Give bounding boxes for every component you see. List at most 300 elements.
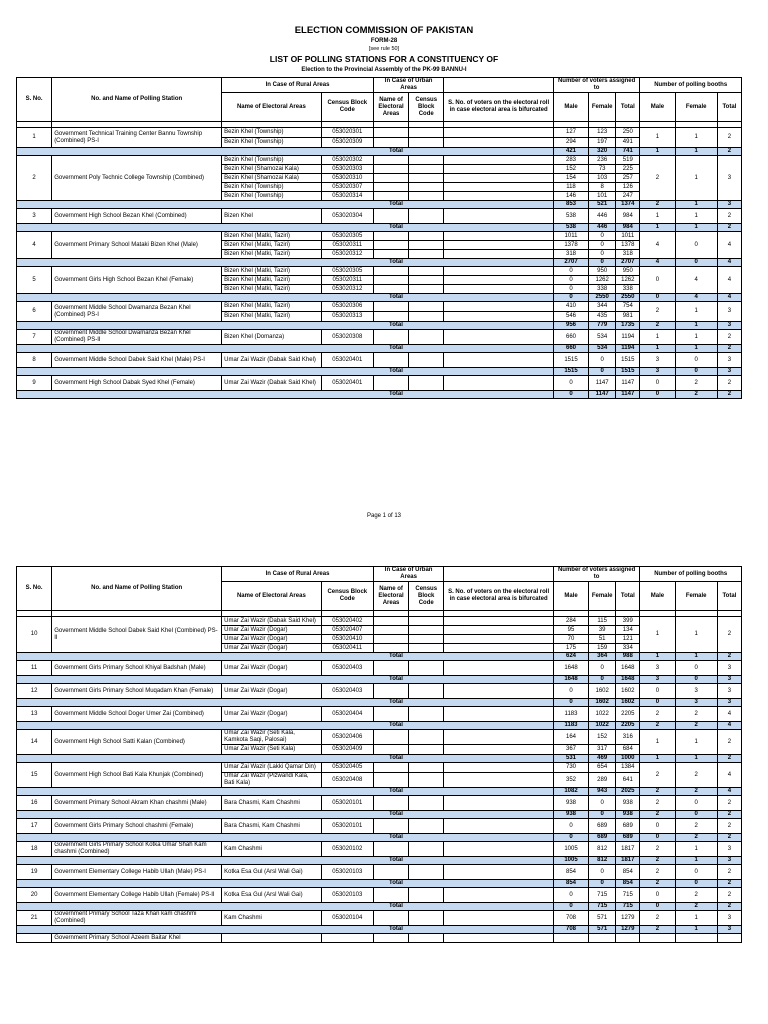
- total-male-voters: 854: [553, 880, 588, 888]
- urban-census-code: [409, 635, 444, 644]
- table-header: [17, 78, 742, 128]
- total-booths-sum: 2: [717, 880, 741, 888]
- urban-electoral-area: [373, 128, 408, 138]
- urban-electoral-area: [373, 865, 408, 880]
- female-voters: 654: [589, 763, 616, 773]
- total-booths-sum: 2: [717, 811, 741, 819]
- urban-census-code: [409, 773, 444, 788]
- total-booths: 2: [717, 617, 741, 653]
- urban-census-code: [409, 241, 444, 250]
- female-booths: 1: [675, 302, 717, 322]
- census-block-code: 053020314: [321, 192, 373, 201]
- table-body: [17, 128, 742, 399]
- total-female-voters: 0: [589, 368, 616, 376]
- male-booths: 1: [640, 128, 675, 148]
- bifurcated-serials: [444, 796, 554, 811]
- census-block-code: 053020404: [321, 707, 373, 722]
- total-booths: 3: [717, 302, 741, 322]
- total-voters-sum: 2025: [616, 788, 640, 796]
- female-booths: 2: [675, 707, 717, 722]
- urban-electoral-area: [373, 232, 408, 241]
- total-row: [17, 676, 742, 684]
- serial-number: 15: [17, 763, 52, 788]
- census-block-code: 053020309: [321, 138, 373, 148]
- total-female-booths: 2: [675, 788, 717, 796]
- total-voters-sum: 1147: [616, 391, 640, 399]
- total-female-booths: 0: [675, 880, 717, 888]
- serial-number: 19: [17, 865, 52, 880]
- urban-electoral-area: [373, 174, 408, 183]
- male-booths: 1: [640, 617, 675, 653]
- bifurcated-serials: [444, 156, 554, 165]
- total-male-voters: 0: [553, 834, 588, 842]
- female-voters: 51: [589, 635, 616, 644]
- census-block-code: 053020312: [321, 285, 373, 294]
- female-voters: 0: [589, 865, 616, 880]
- urban-census-code: [409, 232, 444, 241]
- polling-station-name: Government Middle School Dabek Said Khel (Male) PS-I: [52, 353, 222, 368]
- total-voters-sum: 1735: [616, 322, 640, 330]
- total-voters-sum: 2550: [616, 294, 640, 302]
- total-female-voters: 1022: [589, 722, 616, 730]
- electoral-area: Umar Zai Wazir (Dogar): [222, 684, 322, 699]
- polling-station-name: Government High School Bati Kala Khunjak (Combined): [52, 763, 222, 788]
- total-row: [17, 903, 742, 911]
- urban-electoral-area: [373, 250, 408, 259]
- total-voters-sum: 1279: [616, 926, 640, 934]
- electoral-area: Umar Zai Wazir (Dogar): [222, 707, 322, 722]
- male-voters: 1183: [553, 707, 588, 722]
- total-female-voters: 534: [589, 345, 616, 353]
- female-voters: 152: [589, 730, 616, 745]
- total-booths-sum: 2: [717, 345, 741, 353]
- female-voters: 236: [589, 156, 616, 165]
- total-female-voters: 812: [589, 857, 616, 865]
- total-row: [17, 722, 742, 730]
- total-male-voters: 421: [553, 148, 588, 156]
- polling-station-name: Government Girls Primary School chashmi (Female): [52, 819, 222, 834]
- total-voters: 250: [616, 128, 640, 138]
- total-voters: 247: [616, 192, 640, 201]
- urban-electoral-area: [373, 842, 408, 857]
- urban-census-code: [409, 796, 444, 811]
- serial-number: 13: [17, 707, 52, 722]
- bifurcated-serials: [444, 763, 554, 773]
- urban-electoral-area: [373, 911, 408, 926]
- total-booths-sum: 3: [717, 926, 741, 934]
- urban-electoral-area: [373, 376, 408, 391]
- total-label: Total: [17, 857, 554, 865]
- census-block-code: 053020401: [321, 376, 373, 391]
- total-male-booths: 0: [640, 391, 675, 399]
- bifurcated-serials: [444, 842, 554, 857]
- electoral-area: Umar Zai Wazir (Pizwandi Kala, Bati Kala): [222, 773, 322, 788]
- female-voters: 1147: [589, 376, 616, 391]
- serial-number: 21: [17, 911, 52, 926]
- urban-census-code: [409, 285, 444, 294]
- electoral-area: Bizen Khel (Matki, Taziri): [222, 302, 322, 312]
- census-block-code: 053020304: [321, 209, 373, 224]
- serial-number: 16: [17, 796, 52, 811]
- urban-electoral-area: [373, 285, 408, 294]
- census-block-code: 053020311: [321, 241, 373, 250]
- total-booths-sum: 2: [717, 224, 741, 232]
- header-polling-station: No. and Name of Polling Station: [52, 78, 222, 122]
- urban-electoral-area: [373, 684, 408, 699]
- urban-electoral-area: [373, 276, 408, 285]
- polling-station-name: Government Middle School Dwamanza Bezan Khel (Combined) PS-II: [52, 330, 222, 345]
- table-row: [17, 302, 742, 312]
- male-voters: 854: [553, 865, 588, 880]
- female-booths: 1: [675, 156, 717, 201]
- female-voters: 344: [589, 302, 616, 312]
- total-voters: 1384: [616, 763, 640, 773]
- female-booths: 0: [675, 796, 717, 811]
- female-booths: 0: [675, 353, 717, 368]
- total-female-voters: 1602: [589, 699, 616, 707]
- electoral-area: Bizen Khel (Matki, Taziri): [222, 232, 322, 241]
- total-female-voters: 2550: [589, 294, 616, 302]
- total-booths: 2: [717, 376, 741, 391]
- urban-census-code: [409, 330, 444, 345]
- form-number: FORM-28: [370, 38, 398, 44]
- polling-stations-table-page-1: [16, 77, 742, 399]
- female-booths: 0: [675, 232, 717, 259]
- female-booths: 1: [675, 209, 717, 224]
- page-footer: Page 1 of 13: [366, 513, 402, 519]
- electoral-area: Umar Zai Wazir (Dogar): [222, 661, 322, 676]
- total-voters: 984: [616, 209, 640, 224]
- total-label: Total: [17, 903, 554, 911]
- female-booths: 1: [675, 842, 717, 857]
- bifurcated-serials: [444, 209, 554, 224]
- total-male-voters: 538: [553, 224, 588, 232]
- total-voters: 1817: [616, 842, 640, 857]
- male-booths: 0: [640, 684, 675, 699]
- electoral-area: Bizen Khel (Matki, Taziri): [222, 312, 322, 322]
- total-female-booths: 1: [675, 224, 717, 232]
- female-booths: 1: [675, 617, 717, 653]
- electoral-area: Bizen Khel (Matki, Taziri): [222, 285, 322, 294]
- header-voters-assigned: Number of voters assigned to: [553, 78, 639, 93]
- total-row: [17, 834, 742, 842]
- male-booths: 2: [640, 796, 675, 811]
- total-voters: 225: [616, 165, 640, 174]
- bifurcated-serials: [444, 138, 554, 148]
- table-row: [17, 209, 742, 224]
- census-block-code: 053020306: [321, 302, 373, 312]
- total-booths-sum: 4: [717, 294, 741, 302]
- serial-number: 12: [17, 684, 52, 699]
- electoral-area: Bara Chasmi, Kam Chashmi: [222, 819, 322, 834]
- total-booths: 3: [717, 911, 741, 926]
- urban-electoral-area: [373, 773, 408, 788]
- total-voters-sum: 1374: [616, 201, 640, 209]
- male-voters: 708: [553, 911, 588, 926]
- table-row: [17, 330, 742, 345]
- total-booths: 3: [717, 353, 741, 368]
- urban-census-code: [409, 684, 444, 699]
- female-booths: 3: [675, 684, 717, 699]
- urban-census-code: [409, 376, 444, 391]
- total-voters: 715: [616, 888, 640, 903]
- table-row: [17, 842, 742, 857]
- total-female-voters: 0: [589, 880, 616, 888]
- polling-station-name: Government Elementary College Habib Ullah (Male) PS-I: [52, 865, 222, 880]
- total-voters: 257: [616, 174, 640, 183]
- total-label: Total: [17, 224, 554, 232]
- total-booths: 3: [717, 684, 741, 699]
- male-booths: 1: [640, 330, 675, 345]
- election-subtitle: Election to the Provincial Assembly of the PK-99 BANNU-I: [301, 67, 467, 73]
- total-voters: 121: [616, 635, 640, 644]
- female-voters: 0: [589, 353, 616, 368]
- total-voters-sum: 1817: [616, 857, 640, 865]
- bifurcated-serials: [444, 661, 554, 676]
- male-voters: 660: [553, 330, 588, 345]
- empty-cell: [616, 934, 640, 943]
- serial-number: 17: [17, 819, 52, 834]
- urban-census-code: [409, 165, 444, 174]
- total-female-voters: 1147: [589, 391, 616, 399]
- empty-cell: [222, 934, 322, 943]
- total-booths-sum: 2: [717, 834, 741, 842]
- polling-station-name: Government Poly Technic College Township (Combined): [52, 156, 222, 201]
- header-urban-electoral-areas: Name of Electoral Areas: [373, 582, 408, 611]
- census-block-code: 053020303: [321, 165, 373, 174]
- urban-census-code: [409, 302, 444, 312]
- header-male-booths: Male: [640, 582, 675, 611]
- total-female-voters: 469: [589, 755, 616, 763]
- polling-station-name: Government Middle School Dwamanza Bezan Khel (Combined) PS-I: [52, 302, 222, 322]
- header-female-booths: Female: [675, 93, 717, 122]
- total-female-booths: 0: [675, 811, 717, 819]
- total-booths: 2: [717, 888, 741, 903]
- header-total-voters: Total: [616, 582, 640, 611]
- male-voters: 283: [553, 156, 588, 165]
- total-voters: 399: [616, 617, 640, 626]
- total-female-booths: 2: [675, 722, 717, 730]
- female-booths: 1: [675, 911, 717, 926]
- header-total-booths: Total: [717, 93, 741, 122]
- electoral-area: Bara Chasmi, Kam Chashmi: [222, 796, 322, 811]
- electoral-area: Bizen Khel (Matki, Taziri): [222, 276, 322, 285]
- header-bifurcated-blank: [444, 567, 554, 582]
- male-booths: 0: [640, 888, 675, 903]
- urban-electoral-area: [373, 330, 408, 345]
- electoral-area: Kotka Esa Gul (Arsl Wali Gai): [222, 888, 322, 903]
- polling-station-name: Government High School Bezan Khel (Combined): [52, 209, 222, 224]
- total-label: Total: [17, 259, 554, 267]
- male-voters: 118: [553, 183, 588, 192]
- total-female-booths: 4: [675, 294, 717, 302]
- total-booths: 2: [717, 819, 741, 834]
- male-booths: 2: [640, 911, 675, 926]
- male-voters: 0: [553, 285, 588, 294]
- bifurcated-serials: [444, 183, 554, 192]
- urban-census-code: [409, 911, 444, 926]
- urban-census-code: [409, 707, 444, 722]
- bifurcated-serials: [444, 617, 554, 626]
- electoral-area: Bezin Khel (Township): [222, 192, 322, 201]
- male-voters: 1378: [553, 241, 588, 250]
- serial-number: 9: [17, 376, 52, 391]
- total-booths-sum: 3: [717, 368, 741, 376]
- electoral-area: Bezin Khel (Township): [222, 128, 322, 138]
- polling-station-name: Government Girls Primary School Muqadam Khan (Female): [52, 684, 222, 699]
- header-polling-station: No. and Name of Polling Station: [52, 567, 222, 611]
- header-polling-booths: Number of polling booths: [640, 567, 742, 582]
- empty-cell: [373, 934, 408, 943]
- electoral-area: Bezin Khel (Shamozai Kala): [222, 174, 322, 183]
- total-row: [17, 880, 742, 888]
- urban-census-code: [409, 156, 444, 165]
- polling-station-name: Government High School Dabak Syed Khel (Female): [52, 376, 222, 391]
- header-urban-areas: In Case of Urban Areas: [373, 78, 443, 93]
- urban-electoral-area: [373, 267, 408, 276]
- female-voters: 338: [589, 285, 616, 294]
- male-voters: 95: [553, 626, 588, 635]
- urban-electoral-area: [373, 165, 408, 174]
- female-booths: 0: [675, 661, 717, 676]
- male-booths: 1: [640, 730, 675, 755]
- bifurcated-serials: [444, 312, 554, 322]
- table-body: [17, 617, 742, 943]
- total-female-booths: 1: [675, 755, 717, 763]
- total-female-voters: 571: [589, 926, 616, 934]
- total-row: [17, 294, 742, 302]
- total-booths-sum: 3: [717, 322, 741, 330]
- male-voters: 164: [553, 730, 588, 745]
- header-urban-census-code: Census Block Code: [409, 582, 444, 611]
- total-label: Total: [17, 722, 554, 730]
- total-male-booths: 1: [640, 653, 675, 661]
- table-row: [17, 353, 742, 368]
- total-female-booths: 1: [675, 926, 717, 934]
- total-male-voters: 853: [553, 201, 588, 209]
- urban-census-code: [409, 138, 444, 148]
- urban-electoral-area: [373, 796, 408, 811]
- total-booths: 2: [717, 209, 741, 224]
- female-voters: 950: [589, 267, 616, 276]
- empty-cell: [409, 934, 444, 943]
- male-voters: 175: [553, 644, 588, 653]
- total-male-booths: 2: [640, 722, 675, 730]
- total-female-booths: 0: [675, 368, 717, 376]
- total-voters: 316: [616, 730, 640, 745]
- urban-electoral-area: [373, 156, 408, 165]
- census-block-code: 053020313: [321, 312, 373, 322]
- total-female-booths: 1: [675, 653, 717, 661]
- total-voters-sum: 984: [616, 224, 640, 232]
- total-female-voters: 320: [589, 148, 616, 156]
- total-booths-sum: 4: [717, 259, 741, 267]
- total-female-booths: 1: [675, 345, 717, 353]
- header-male-booths: Male: [640, 93, 675, 122]
- male-booths: 2: [640, 302, 675, 322]
- total-male-voters: 0: [553, 391, 588, 399]
- electoral-area: Umar Zai Wazir (Lakki Qamar Din): [222, 763, 322, 773]
- urban-census-code: [409, 353, 444, 368]
- total-row: [17, 699, 742, 707]
- bifurcated-serials: [444, 165, 554, 174]
- bifurcated-serials: [444, 819, 554, 834]
- census-block-code: 053020410: [321, 635, 373, 644]
- total-male-voters: 0: [553, 903, 588, 911]
- total-voters-sum: 1515: [616, 368, 640, 376]
- total-row: [17, 259, 742, 267]
- table-row: [17, 911, 742, 926]
- header-urban-census-code: Census Block Code: [409, 93, 444, 122]
- total-row: [17, 224, 742, 232]
- male-voters: 284: [553, 617, 588, 626]
- urban-electoral-area: [373, 745, 408, 755]
- urban-census-code: [409, 745, 444, 755]
- total-voters: 754: [616, 302, 640, 312]
- census-block-code: 053020403: [321, 684, 373, 699]
- total-female-voters: 715: [589, 903, 616, 911]
- bifurcated-serials: [444, 730, 554, 745]
- total-label: Total: [17, 322, 554, 330]
- electoral-area: Bizen Khel (Domanza): [222, 330, 322, 345]
- total-voters-sum: 1194: [616, 345, 640, 353]
- bifurcated-serials: [444, 745, 554, 755]
- header-sno: S. No.: [17, 567, 52, 611]
- female-booths: 4: [675, 267, 717, 294]
- table-row: [17, 661, 742, 676]
- total-male-booths: 2: [640, 857, 675, 865]
- serial-number: 1: [17, 128, 52, 148]
- table-row: [17, 819, 742, 834]
- census-block-code: 053020104: [321, 911, 373, 926]
- total-booths-sum: 3: [717, 676, 741, 684]
- male-booths: 2: [640, 865, 675, 880]
- serial-number: 18: [17, 842, 52, 857]
- empty-cell: [640, 934, 675, 943]
- polling-station-name: Government Elementary College Habib Ullah (Female) PS-II: [52, 888, 222, 903]
- total-male-voters: 708: [553, 926, 588, 934]
- total-voters: 950: [616, 267, 640, 276]
- table-row: [17, 617, 742, 626]
- bifurcated-serials: [444, 888, 554, 903]
- total-male-voters: 1183: [553, 722, 588, 730]
- total-voters: 641: [616, 773, 640, 788]
- male-booths: 3: [640, 353, 675, 368]
- urban-electoral-area: [373, 626, 408, 635]
- total-booths-sum: 2: [717, 391, 741, 399]
- bifurcated-serials: [444, 707, 554, 722]
- header-electoral-areas: Name of Electoral Areas: [222, 93, 322, 122]
- census-block-code: 053020407: [321, 626, 373, 635]
- census-block-code: 053020308: [321, 330, 373, 345]
- census-block-code: 053020405: [321, 763, 373, 773]
- header-male-voters: Male: [553, 93, 588, 122]
- total-male-booths: 0: [640, 699, 675, 707]
- female-voters: 446: [589, 209, 616, 224]
- total-male-booths: 0: [640, 834, 675, 842]
- urban-electoral-area: [373, 241, 408, 250]
- female-voters: 812: [589, 842, 616, 857]
- polling-station-name: Government High School Satti Kalan (Combined): [52, 730, 222, 755]
- header-male-voters: Male: [553, 582, 588, 611]
- bifurcated-serials: [444, 635, 554, 644]
- bifurcated-serials: [444, 911, 554, 926]
- total-voters: 1515: [616, 353, 640, 368]
- male-voters: 938: [553, 796, 588, 811]
- male-voters: 154: [553, 174, 588, 183]
- table-row: [17, 376, 742, 391]
- table-row: [17, 865, 742, 880]
